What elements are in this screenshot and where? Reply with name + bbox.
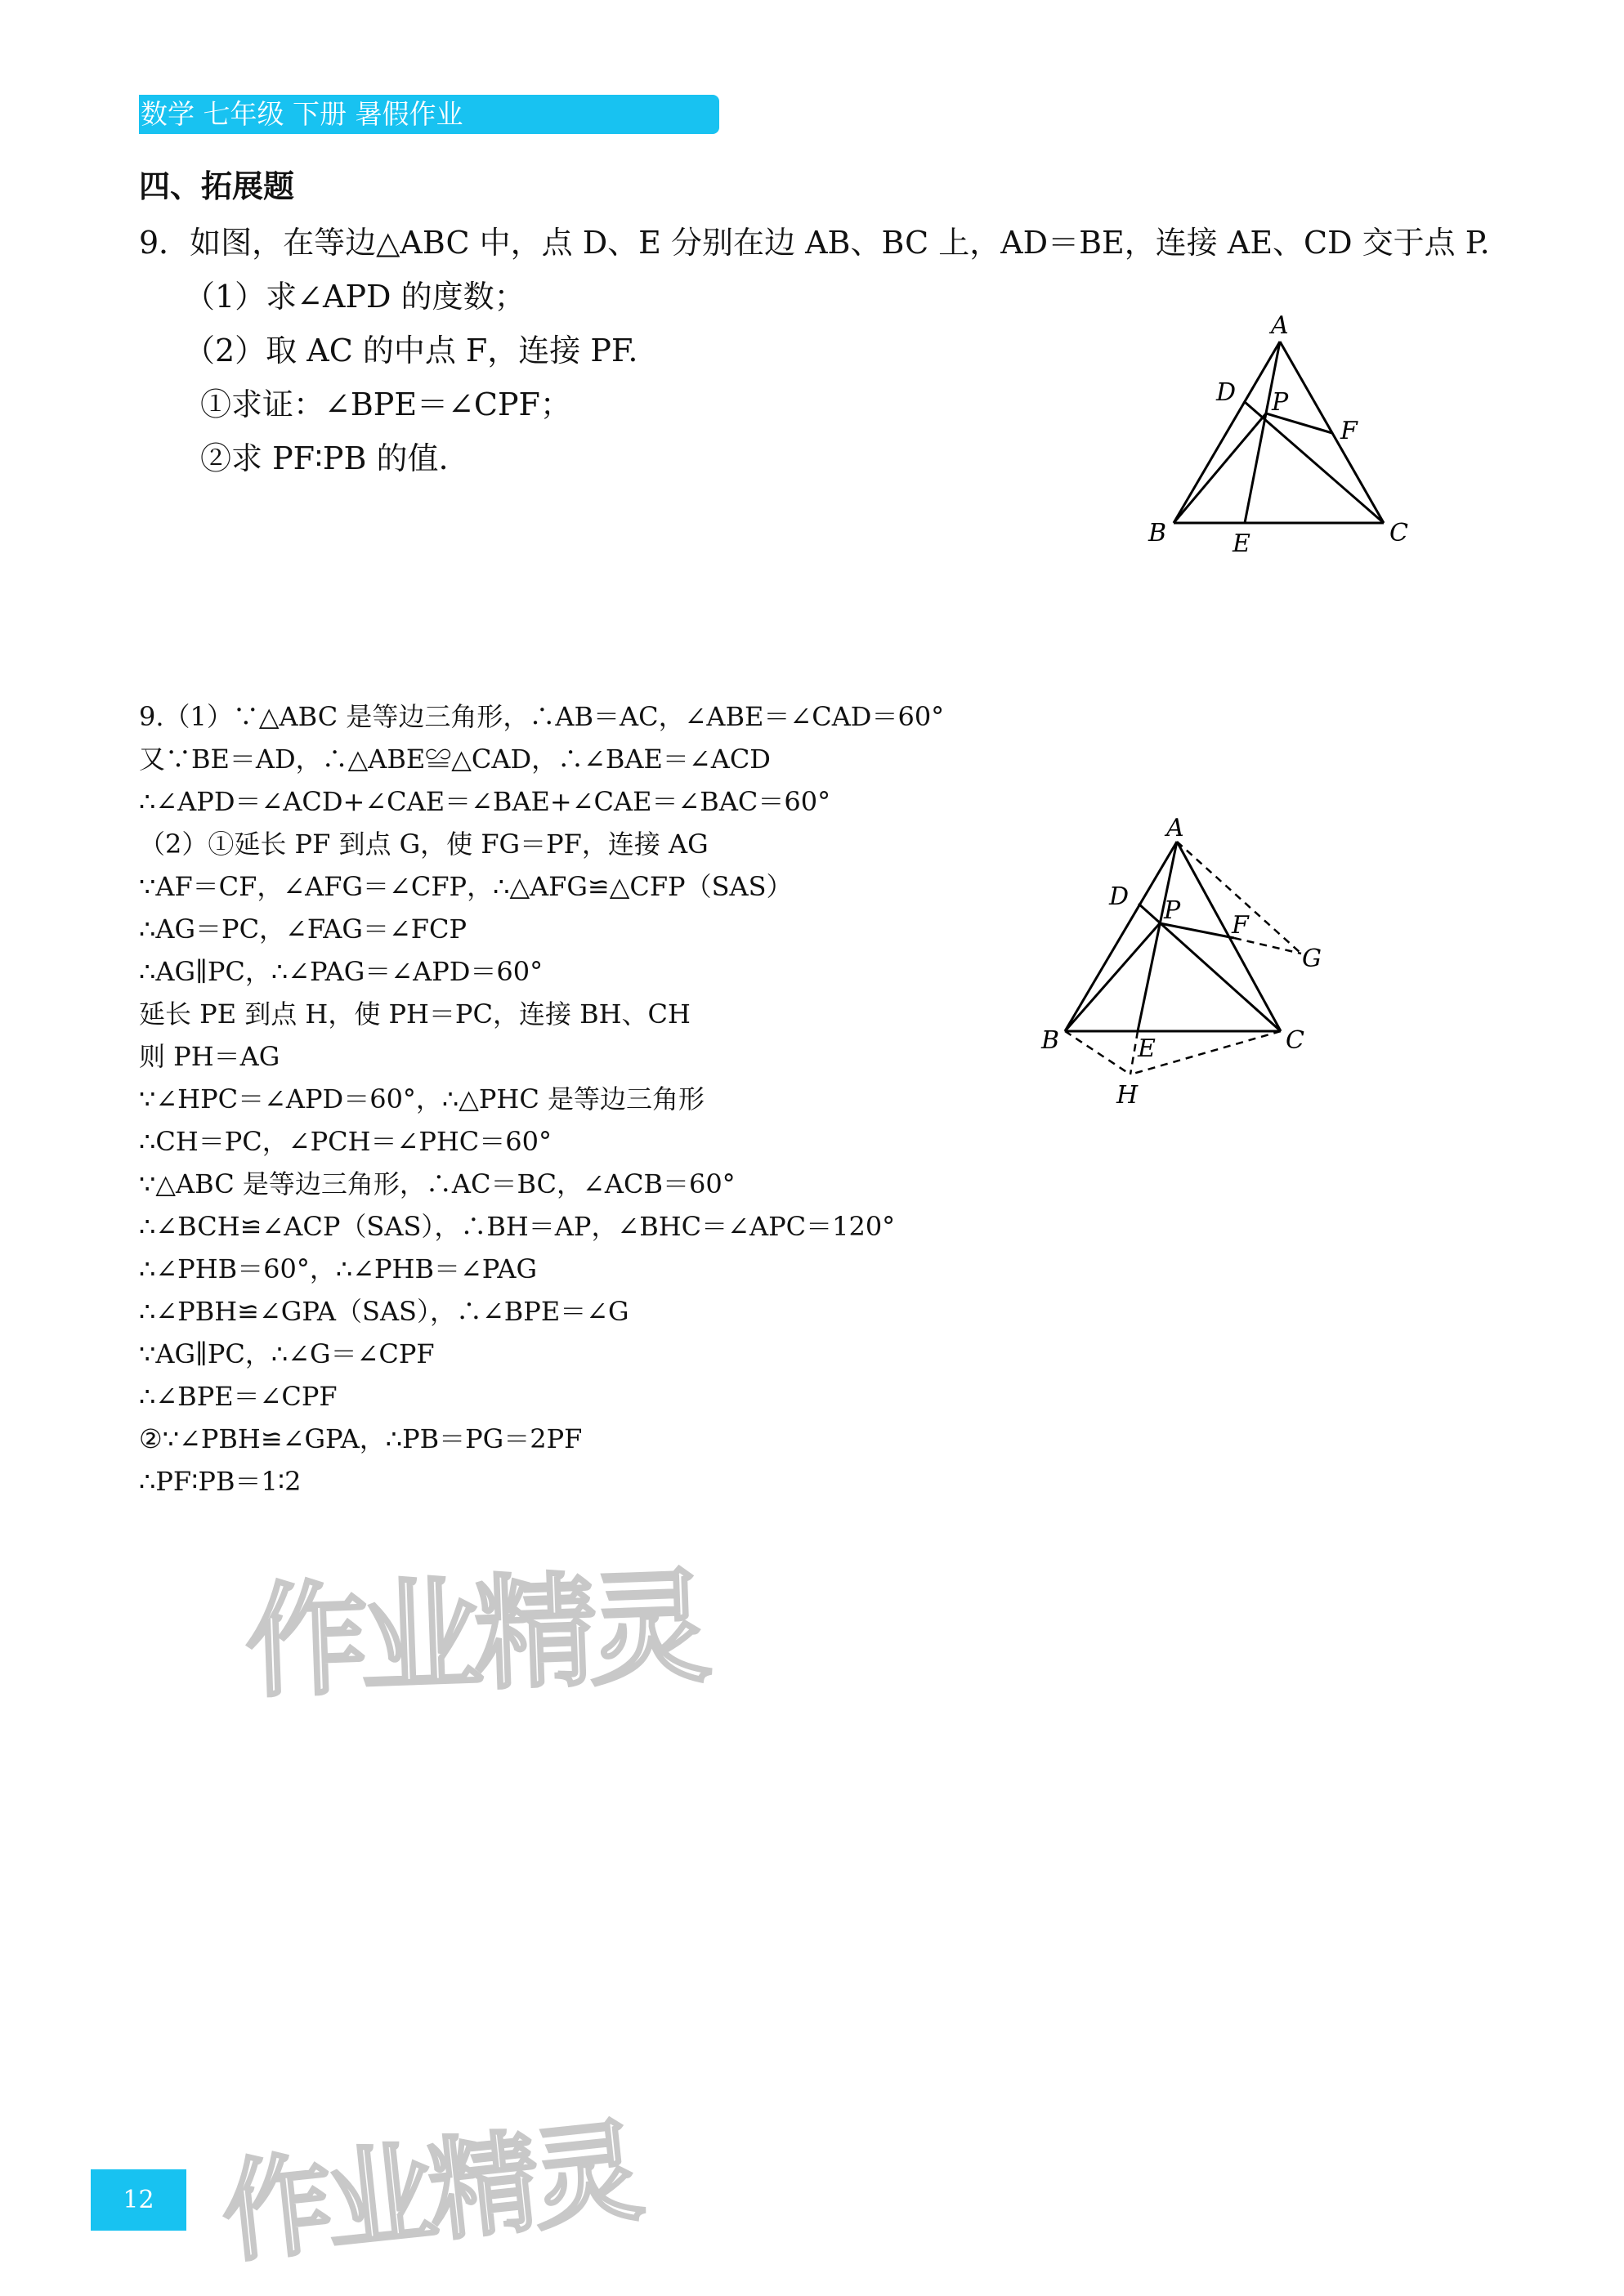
fig2-label-b: B [1041,1026,1060,1055]
fig1-label-a: A [1271,311,1289,340]
answer-line: ∴AG＝PC，∠FAG＝∠FCP [139,913,467,945]
fig2-dash-fg [1234,938,1301,954]
watermark: 作业精灵 [216,2106,643,2279]
fig2-label-p: P [1164,896,1181,925]
question-line: 9．如图，在等边△ABC 中，点 D、E 分别在边 AB、BC 上，AD＝BE，连接 AE、CD 交于点 P. [139,225,1490,261]
fig1-segment-cd [1245,402,1384,523]
fig2-side-ab [1065,842,1177,1031]
question-part-2: （2）取 AC 的中点 F，连接 PF. [184,333,638,369]
fig2-label-d: D [1109,882,1130,911]
fig2-label-g: G [1302,945,1322,973]
answer-line: ∴∠PBH≌∠GPA（SAS），∴∠BPE＝∠G [139,1296,629,1327]
answer-line: 又∵BE＝AD，∴△ABE≌△CAD，∴∠BAE＝∠ACD [139,744,771,775]
answer-line: ∴∠BPE＝∠CPF [139,1381,338,1412]
answer-line: ∴∠APD＝∠ACD+∠CAE＝∠BAE+∠CAE＝∠BAC＝60° [139,786,831,817]
fig2-segment-bp [1065,923,1160,1031]
answer-line: ∵AG∥PC，∴∠G＝∠CPF [139,1338,435,1369]
answer-line: ∵∠HPC＝∠APD＝60°，∴△PHC 是等边三角形 [139,1083,705,1114]
fig2-label-e: E [1138,1034,1156,1063]
fig2-label-f: F [1232,911,1249,940]
fig1-label-b: B [1148,519,1167,547]
fig1-side-ab [1174,342,1280,523]
question-sub-2: ②求 PF∶PB 的值. [200,440,449,476]
section-heading: 四、拓展题 [139,168,295,204]
fig2-dash-bh [1065,1031,1130,1074]
fig1-segment-bp [1174,413,1266,523]
answer-line: ∵AF＝CF，∠AFG＝∠CFP，∴△AFG≌△CFP（SAS） [139,871,793,902]
fig2-label-a: A [1166,814,1184,842]
answer-line: ∴∠BCH≌∠ACP（SAS），∴BH＝AP，∠BHC＝∠APC＝120° [139,1211,896,1242]
question-part-1: （1）求∠APD 的度数； [184,279,526,315]
answer-line: ∴AG∥PC，∴∠PAG＝∠APD＝60° [139,956,544,987]
fig2-dash-eh [1130,1031,1138,1074]
answer-line: 9.（1）∵△ABC 是等边三角形，∴AB＝AC，∠ABE＝∠CAD＝60° [139,701,945,732]
fig1-label-c: C [1389,519,1408,547]
answer-line: ②∵∠PBH≌∠GPA，∴PB＝PG＝2PF [139,1423,583,1454]
page-number: 12 [123,2186,154,2214]
fig2-segment-ae [1138,842,1177,1031]
fig1-label-f: F [1340,417,1358,445]
figure-2 [1030,805,1349,1123]
answer-line: ∴∠PHB＝60°，∴∠PHB＝∠PAG [139,1253,538,1284]
fig2-label-c: C [1286,1026,1304,1055]
fig1-label-e: E [1233,529,1250,558]
fig2-segment-cd [1139,904,1281,1031]
fig1-label-p: P [1272,388,1289,417]
answer-line: ∴PF∶PB＝1∶2 [139,1466,302,1497]
answer-line: （2）①延长 PF 到点 G，使 FG＝PF，连接 AG [139,829,709,860]
answer-line: ∴CH＝PC，∠PCH＝∠PHC＝60° [139,1126,552,1157]
answer-line: ∵△ABC 是等边三角形，∴AC＝BC，∠ACB＝60° [139,1168,736,1199]
fig1-label-d: D [1216,378,1237,407]
watermark: 作业精灵 [243,1557,706,1715]
fig2-label-h: H [1116,1081,1139,1110]
answer-line: 延长 PE 到点 H，使 PH＝PC，连接 BH、CH [139,998,691,1030]
header-title: 数学 七年级 下册 暑假作业 [141,98,463,130]
figure-1 [1128,302,1430,564]
question-sub-1: ①求证：∠BPE＝∠CPF； [200,386,571,422]
answer-line: 则 PH＝AG [139,1041,280,1072]
